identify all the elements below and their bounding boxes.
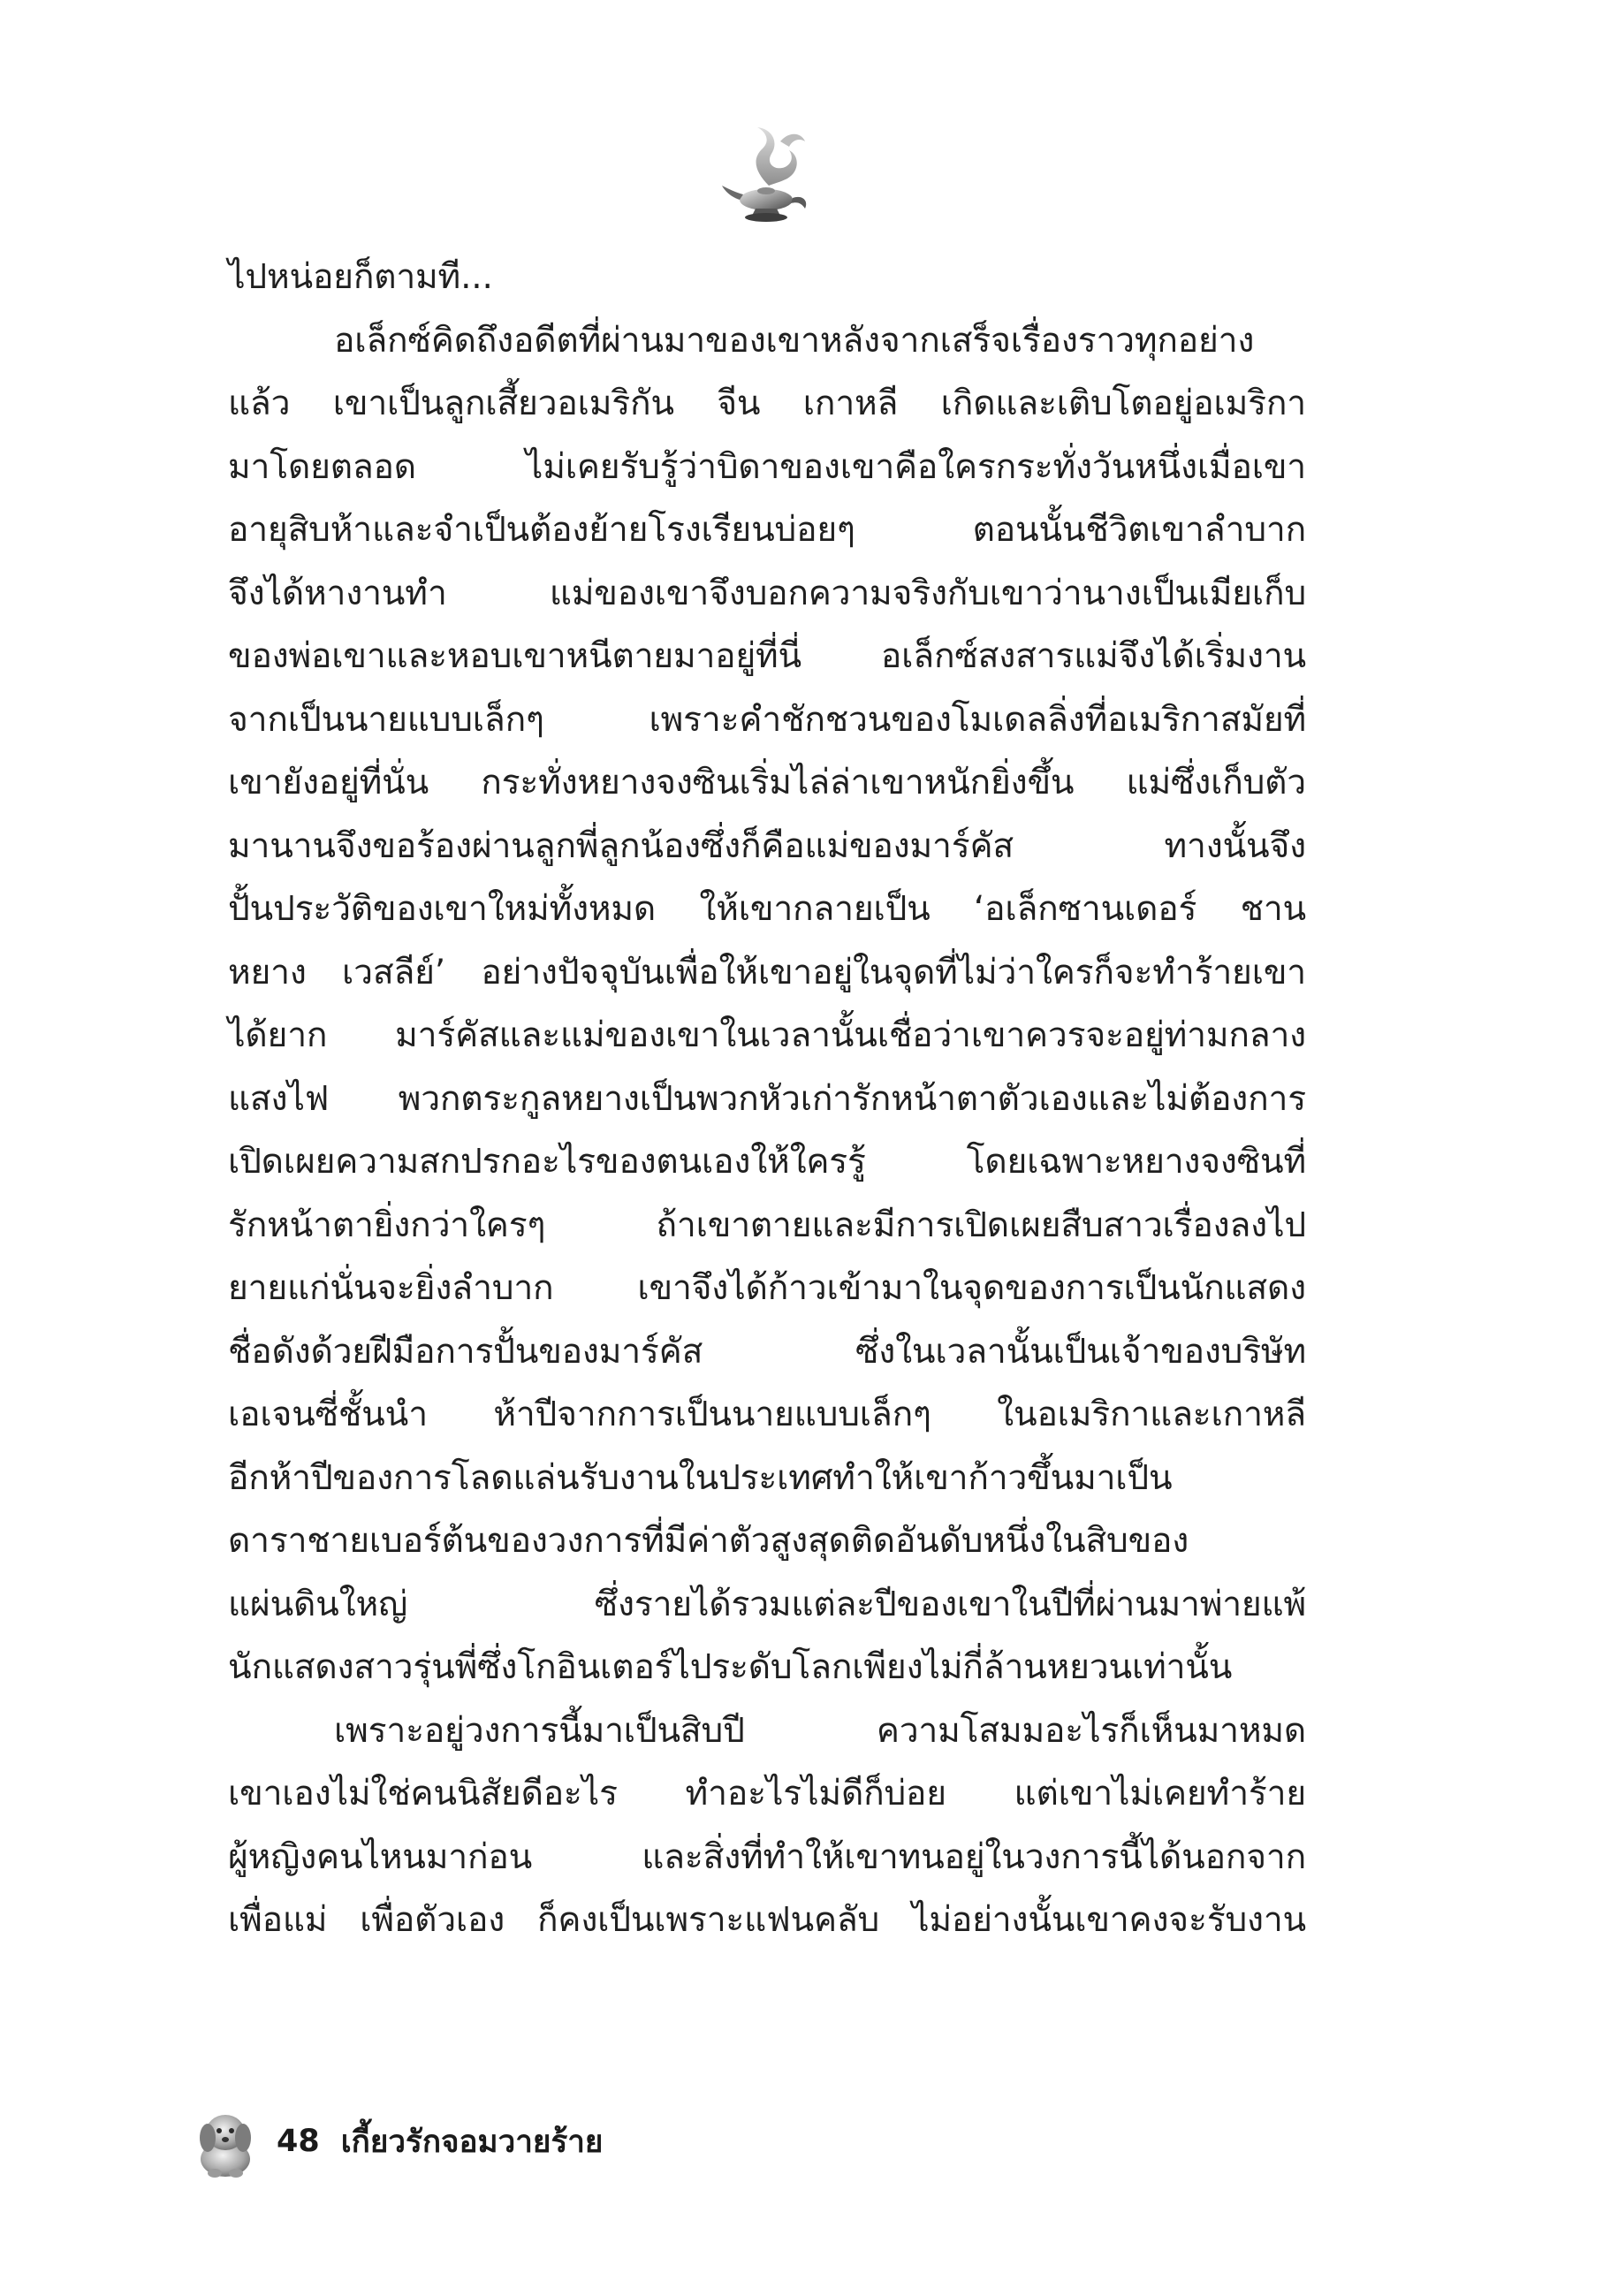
text-line: หยาง เวสลีย์’ อย่างปัจจุบันเพื่อให้เขาอยู่ในจุดที่ไม่ว่าใครก็จะทำร้ายเขา: [228, 952, 1306, 992]
text-line: เพื่อแม่ เพื่อตัวเอง ก็คงเป็นเพราะแฟนคลับ ไม่อย่างนั้นเขาคงจะรับงาน: [228, 1900, 1306, 1940]
text-line: ผู้หญิงคนไหนมาก่อน และสิ่งที่ทำให้เขาทนอยู่ในวงการนี้ได้นอกจาก: [228, 1836, 1306, 1877]
page-footer: [190, 2102, 603, 2181]
text-line: มาโดยตลอด ไม่เคยรับรู้ว่าบิดาของเขาคือใครกระทั่งวันหนึ่งเมื่อเขา: [228, 446, 1306, 487]
text-line: เขายังอยู่ที่นั่น กระทั่งหยางจงซินเริ่มไล่ล่าเขาหนักยิ่งขึ้น แม่ซึ่งเก็บตัว: [228, 763, 1306, 802]
text-line: ปั้นประวัติของเขาใหม่ทั้งหมด ให้เขากลายเป็น ‘อเล็กซานเดอร์ ชาน: [228, 889, 1306, 929]
text-line: แสงไฟ พวกตระกูลหยางเป็นพวกหัวเก่ารักหน้าตาตัวเองและไม่ต้องการ: [228, 1078, 1306, 1119]
text-line: เอเจนซี่ชั้นนำ ห้าปีจากการเป็นนายแบบเล็กๆ ในอเมริกาและเกาหลี: [228, 1395, 1306, 1434]
text-line: จากเป็นนายแบบเล็กๆ เพราะคำชักชวนของโมเดลลิ่งที่อเมริกาสมัยที่: [228, 699, 1306, 740]
text-line: ไปหน่อยก็ตามที...: [228, 257, 493, 297]
text-line: ของพ่อเขาและหอบเขาหนีตายมาอยู่ที่นี่ อเล็กซ์สงสารแม่จึงได้เริ่มงาน: [228, 636, 1306, 676]
text-line: แล้ว เขาเป็นลูกเสี้ยวอเมริกัน จีน เกาหลี เกิดและเติบโตอยู่อเมริกา: [228, 384, 1306, 423]
book-title: เกี้ยวรักจอมวายร้าย: [340, 2124, 604, 2160]
text-line: ได้ยาก มาร์คัสและแม่ของเขาในเวลานั้นเชื่อว่าเขาควรจะอยู่ท่ามกลาง: [228, 1015, 1306, 1055]
genie-lamp-icon: [720, 124, 817, 230]
body-text: [228, 246, 1306, 1952]
puppy-icon: [190, 2104, 261, 2179]
text-line: เขาเองไม่ใช่คนนิสัยดีอะไร ทำอะไรไม่ดีก็บ่อย แต่เขาไม่เคยทำร้าย: [228, 1774, 1306, 1813]
page-number: 48: [277, 2124, 320, 2159]
text-line: แผ่นดินใหญ่ ซึ่งรายได้รวมแต่ละปีของเขาในปีที่ผ่านมาพ่ายแพ้: [228, 1584, 1306, 1624]
text-line: ยายแก่นั่นจะยิ่งลำบาก เขาจึงได้ก้าวเข้ามาในจุดของการเป็นนักแสดง: [228, 1268, 1306, 1308]
text-line: รักหน้าตายิ่งกว่าใครๆ ถ้าเขาตายและมีการเปิดเผยสืบสาวเรื่องลงไป: [228, 1205, 1306, 1245]
text-line: อีกห้าปีของการโลดแล่นรับงานในประเทศทำให้เขาก้าวขึ้นมาเป็น: [228, 1457, 1173, 1498]
text-line: ชื่อดังด้วยฝีมือการปั้นของมาร์คัส ซึ่งในเวลานั้นเป็นเจ้าของบริษัท: [228, 1331, 1306, 1372]
text-line: จึงได้หางานทำ แม่ของเขาจึงบอกความจริงกับเขาว่านางเป็นเมียเก็บ: [228, 573, 1306, 613]
paragraph-first-line: อเล็กซ์คิดถึงอดีตที่ผ่านมาของเขาหลังจากเสร็จเรื่องราวทุกอย่าง: [334, 320, 1255, 361]
text-line: มานานจึงขอร้องผ่านลูกพี่ลูกน้องซึ่งก็คือแม่ของมาร์คัส ทางนั้นจึง: [228, 825, 1306, 866]
text-line: นักแสดงสาวรุ่นพี่ซึ่งโกอินเตอร์ไประดับโลกเพียงไม่กี่ล้านหยวนเท่านั้น: [228, 1647, 1233, 1687]
text-line: อายุสิบห้าและจำเป็นต้องย้ายโรงเรียนบ่อยๆ ตอนนั้นชีวิตเขาลำบาก: [228, 510, 1306, 550]
paragraph-first-line: เพราะอยู่วงการนี้มาเป็นสิบปี ความโสมมอะไรก็เห็นมาหมด: [334, 1710, 1306, 1751]
text-line: เปิดเผยความสกปรกอะไรของตนเองให้ใครรู้ โดยเฉพาะหยางจงซินที่: [228, 1142, 1306, 1182]
text-line: ดาราชายเบอร์ต้นของวงการที่มีค่าตัวสูงสุดติดอันดับหนึ่งในสิบของ: [228, 1521, 1189, 1561]
